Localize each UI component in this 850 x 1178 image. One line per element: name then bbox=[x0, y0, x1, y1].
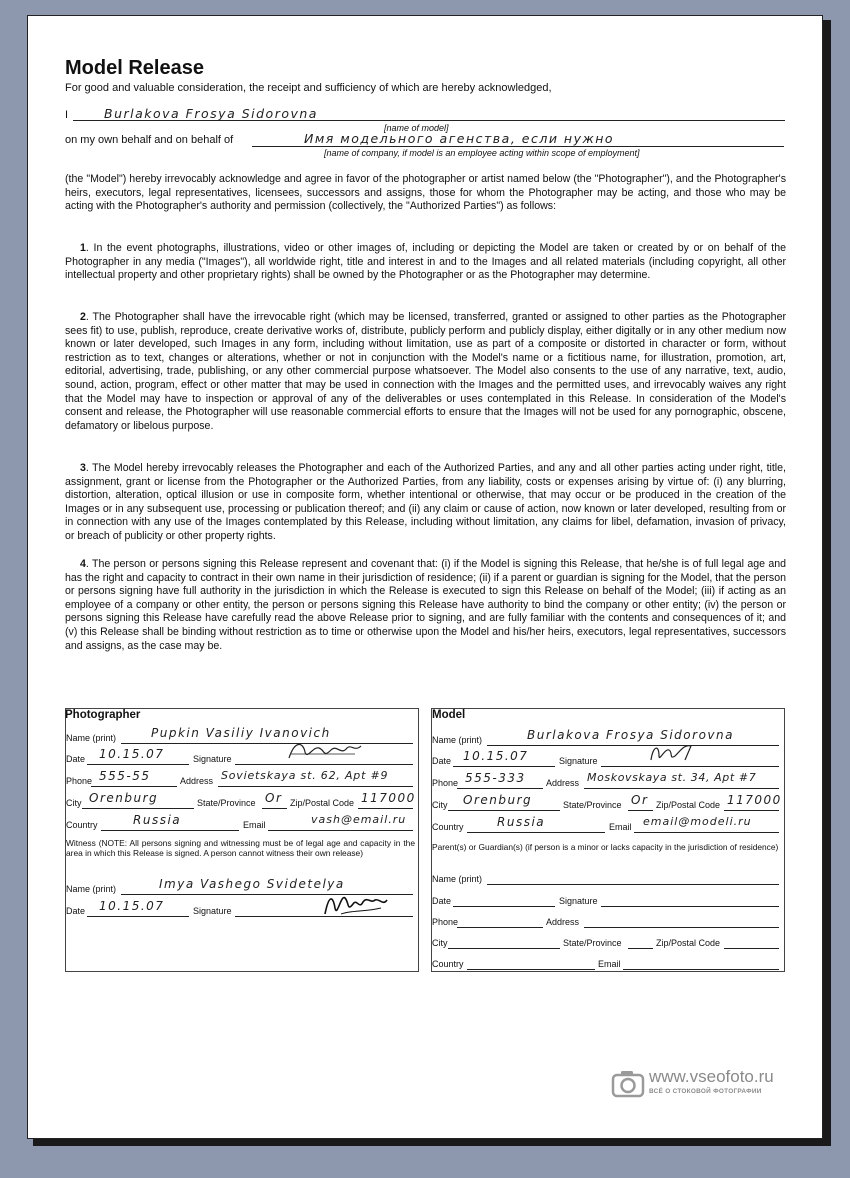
model-city-label: City bbox=[432, 800, 448, 810]
photographer-date-value: 10.15.07 bbox=[99, 747, 165, 761]
photographer-zip-label: Zip/Postal Code bbox=[290, 798, 355, 808]
photographer-state-value: Or bbox=[265, 791, 283, 805]
model-country-value: Russia bbox=[497, 815, 546, 829]
paragraph-3 bbox=[65, 462, 786, 544]
model-name-value: Burlakova Frosya Sidorovna bbox=[527, 728, 734, 742]
guardian-phone-label: Phone bbox=[432, 917, 459, 927]
company-handwritten: Имя модельного агенства, если нужно bbox=[304, 131, 615, 146]
photographer-phone-value: 555-55 bbox=[99, 769, 151, 783]
model-email-value: email@modeli.ru bbox=[643, 815, 752, 828]
guardian-date-field[interactable] bbox=[453, 893, 555, 907]
photographer-zip-value: 117000 bbox=[361, 791, 416, 805]
model-phone-value: 555-333 bbox=[465, 771, 526, 785]
photographer-address-label: Address bbox=[180, 776, 214, 786]
model-name-handwritten: Burlakova Frosya Sidorovna bbox=[104, 106, 318, 121]
guardian-city-label: City bbox=[432, 938, 448, 948]
behalf-label: on my own behalf and on behalf of bbox=[65, 134, 234, 146]
photographer-heading: Photographer bbox=[65, 709, 141, 721]
witness-signature-label: Signature bbox=[193, 906, 232, 916]
photographer-city-value: Orenburg bbox=[89, 791, 159, 805]
photographer-section bbox=[65, 708, 417, 970]
guardian-phone-field[interactable] bbox=[457, 914, 543, 928]
model-email-label: Email bbox=[609, 822, 632, 832]
paragraph-4 bbox=[65, 558, 786, 653]
guardian-email-label: Email bbox=[598, 959, 621, 969]
logo-tagline: ВСЁ О СТОКОВОЙ ФОТОГРАФИИ bbox=[649, 1088, 762, 1095]
model-date-value: 10.15.07 bbox=[463, 749, 529, 763]
photographer-email-label: Email bbox=[243, 820, 266, 830]
paragraph-4-number: 4 bbox=[80, 558, 86, 570]
photographer-name-label: Name (print) bbox=[66, 733, 117, 743]
intro-text: For good and valuable consideration, the receipt and sufficiency of which are hereby acknowledged, bbox=[65, 82, 552, 94]
model-signature-scribble bbox=[645, 738, 705, 766]
model-zip-label: Zip/Postal Code bbox=[656, 800, 721, 810]
guardian-state-field[interactable] bbox=[628, 935, 653, 949]
guardian-country-field[interactable] bbox=[467, 956, 595, 970]
model-state-label: State/Province bbox=[563, 800, 622, 810]
guardian-zip-field[interactable] bbox=[724, 935, 779, 949]
guardian-note: Parent(s) or Guardian(s) (if person is a minor or lacks capacity in the jurisdiction of residence) bbox=[432, 842, 779, 852]
paragraph-2 bbox=[65, 311, 786, 433]
photographer-state-label: State/Province bbox=[197, 798, 256, 808]
guardian-address-label: Address bbox=[546, 917, 580, 927]
paragraph-1-number: 1 bbox=[80, 242, 86, 254]
model-address-value: Moskovskaya st. 34, Apt #7 bbox=[587, 771, 757, 784]
paragraph-3-text: . The Model hereby irrevocably releases the Photographer and each of the Authorized Parties, and any and all other parties acting under right, title, assignment, grant or license from the Photographer or the Authorized Parties, from any liability, costs or expenses arising by virtue of: (i) any blurring, distortion, alteration, optical illusion or use in composite form, whether intentional or otherwise, that may occur or be produced in the creation of the Images or in any subsequent use, processing or publication thereof; and (ii) any claim or cause of action, now known or later developed, resulting from or in connection with any use of the Images contemplated by this Release, including without limitation, any claims for libel, defamation, invasion of privacy, or breach of publicity or other property rights. bbox=[65, 462, 786, 542]
witness-date-label: Date bbox=[66, 906, 86, 916]
witness-name-label: Name (print) bbox=[66, 884, 117, 894]
paragraph-2-number: 2 bbox=[80, 311, 86, 323]
photographer-country-label: Country bbox=[66, 820, 98, 830]
document-title: Model Release bbox=[65, 57, 204, 79]
camera-icon bbox=[611, 1069, 645, 1099]
guardian-state-label: State/Province bbox=[563, 938, 622, 948]
witness-signature-scribble bbox=[321, 888, 391, 922]
witness-name-value: Imya Vashego Svidetelya bbox=[159, 877, 345, 891]
paragraph-3-number: 3 bbox=[80, 462, 86, 474]
photographer-country-value: Russia bbox=[133, 813, 182, 827]
photographer-email-value: vash@email.ru bbox=[311, 813, 407, 826]
photographer-date-label: Date bbox=[66, 754, 86, 764]
document-page bbox=[27, 15, 823, 1139]
model-heading: Model bbox=[432, 709, 466, 721]
i-label: I bbox=[65, 109, 69, 121]
model-country-label: Country bbox=[432, 822, 464, 832]
witness-date-value: 10.15.07 bbox=[99, 899, 165, 913]
guardian-address-field[interactable] bbox=[584, 914, 779, 928]
paragraph-1-text: . In the event photographs, illustrations, video or other images of, including or depicting the Model are taken or created by or on behalf of the Photographer in any media ("Images"), all worldwide right, title and interest in and to the Images and all related materials (including copyright, all other intellectual property and other proprietary rights) shall be owned by the Photographer or as the Photographer may determine. bbox=[65, 242, 786, 282]
guardian-name-field[interactable] bbox=[487, 871, 779, 885]
model-phone-label: Phone bbox=[432, 778, 459, 788]
model-section bbox=[431, 708, 783, 970]
guardian-zip-label: Zip/Postal Code bbox=[656, 938, 721, 948]
paragraph-4-text: . The person or persons signing this Release represent and covenant that: (i) if the Model is signing this Release, that he/she is of full legal age and has the right and capacity to contract in their own name in their jurisdiction of residence; (ii) if a parent or guardian is signing for the Model, that the person or persons signing have full authority in the jurisdiction in which the Release is executed to sign this Release on behalf of the Model; (iii) if acting as an employee of a company or other entity, the person or persons signing this Release have authority to bind the company or other entity; (iv) the person or persons signing this Release have carefully read the above Release prior to signing, and are fully familiar with the contents and consequences of it; and (v) this Release shall be binding without restriction as to time or otherwise upon the Model and his/her heirs, executors, legal representatives, successors and assigns, as the case may be. bbox=[65, 558, 786, 652]
guardian-signature-label: Signature bbox=[559, 896, 598, 906]
guardian-city-field[interactable] bbox=[448, 935, 560, 949]
guardian-email-field[interactable] bbox=[623, 956, 779, 970]
photographer-phone-label: Phone bbox=[66, 776, 93, 786]
paragraph-1 bbox=[65, 242, 786, 283]
model-state-value: Or bbox=[631, 793, 649, 807]
guardian-name-label: Name (print) bbox=[432, 874, 483, 884]
witness-note: Witness (NOTE: All persons signing and witnessing must be of legal age and capacity in the area in which this Release is signed. A person cannot witness their own release) bbox=[66, 838, 415, 858]
photographer-signature-scribble bbox=[285, 736, 365, 764]
model-name-caption: [name of model] bbox=[384, 123, 449, 133]
photographer-signature-label: Signature bbox=[193, 754, 232, 764]
model-zip-value: 117000 bbox=[727, 793, 782, 807]
guardian-country-label: Country bbox=[432, 959, 464, 969]
model-name-label: Name (print) bbox=[432, 735, 483, 745]
company-caption: [name of company, if model is an employee acting within scope of employment] bbox=[324, 148, 640, 158]
guardian-date-label: Date bbox=[432, 896, 452, 906]
company-line bbox=[252, 146, 784, 147]
model-address-label: Address bbox=[546, 778, 580, 788]
photographer-address-value: Sovietskaya st. 62, Apt #9 bbox=[221, 769, 389, 782]
photographer-city-label: City bbox=[66, 798, 82, 808]
model-signature-label: Signature bbox=[559, 756, 598, 766]
model-date-label: Date bbox=[432, 756, 452, 766]
logo-text: www.vseofoto.ru bbox=[649, 1067, 774, 1086]
guardian-signature-field[interactable] bbox=[601, 893, 779, 907]
paragraph-2-text: . The Photographer shall have the irrevocable right (which may be licensed, transferred, granted or assigned to other parties as the Photographer sees fit) to use, publish, reproduce, create derivative works of, distribute, publicly perform and publicly display, either digitally or in any other medium now known or later developed, such Images in any form, including without limitation, use as part of a composite or distorted in character or form, without restriction as to text, changes or alterations, whether or not in conjunction with the Model's name or a fictitious name, for illustration, promotion, art, editorial, advertising, trade, publishing, or any other commercial purpose whatsoever. The Model also consents to the use of any narrative, text, audio, sound, action, program, effect or other matter that may be used in connection with the Images and the permitted uses, and irrevocably waives any right that the Model may have to inspection or approval of any of the deliverables or uses contemplated in this Release. In consideration of the Model's consent and release, the Photographer will use reasonable commercial efforts to ensure that the Images will not be used for any pornographic, obscene, defamatory or libelous purpose. bbox=[65, 311, 786, 432]
photographer-name-value: Pupkin Vasiliy Ivanovich bbox=[151, 726, 331, 740]
model-city-value: Orenburg bbox=[463, 793, 533, 807]
paragraph-intro: (the "Model") hereby irrevocably acknowledge and agree in favor of the photographer or artist named below (the "Photographer"), and the Photographer's heirs, executors, legal representatives, licensees, successors and assigns, those for whom the Photographer may be acting, and those who may be acting with the Photographer's authority and permission (collectively, the "Authorized Parties") as follows: bbox=[65, 173, 786, 213]
